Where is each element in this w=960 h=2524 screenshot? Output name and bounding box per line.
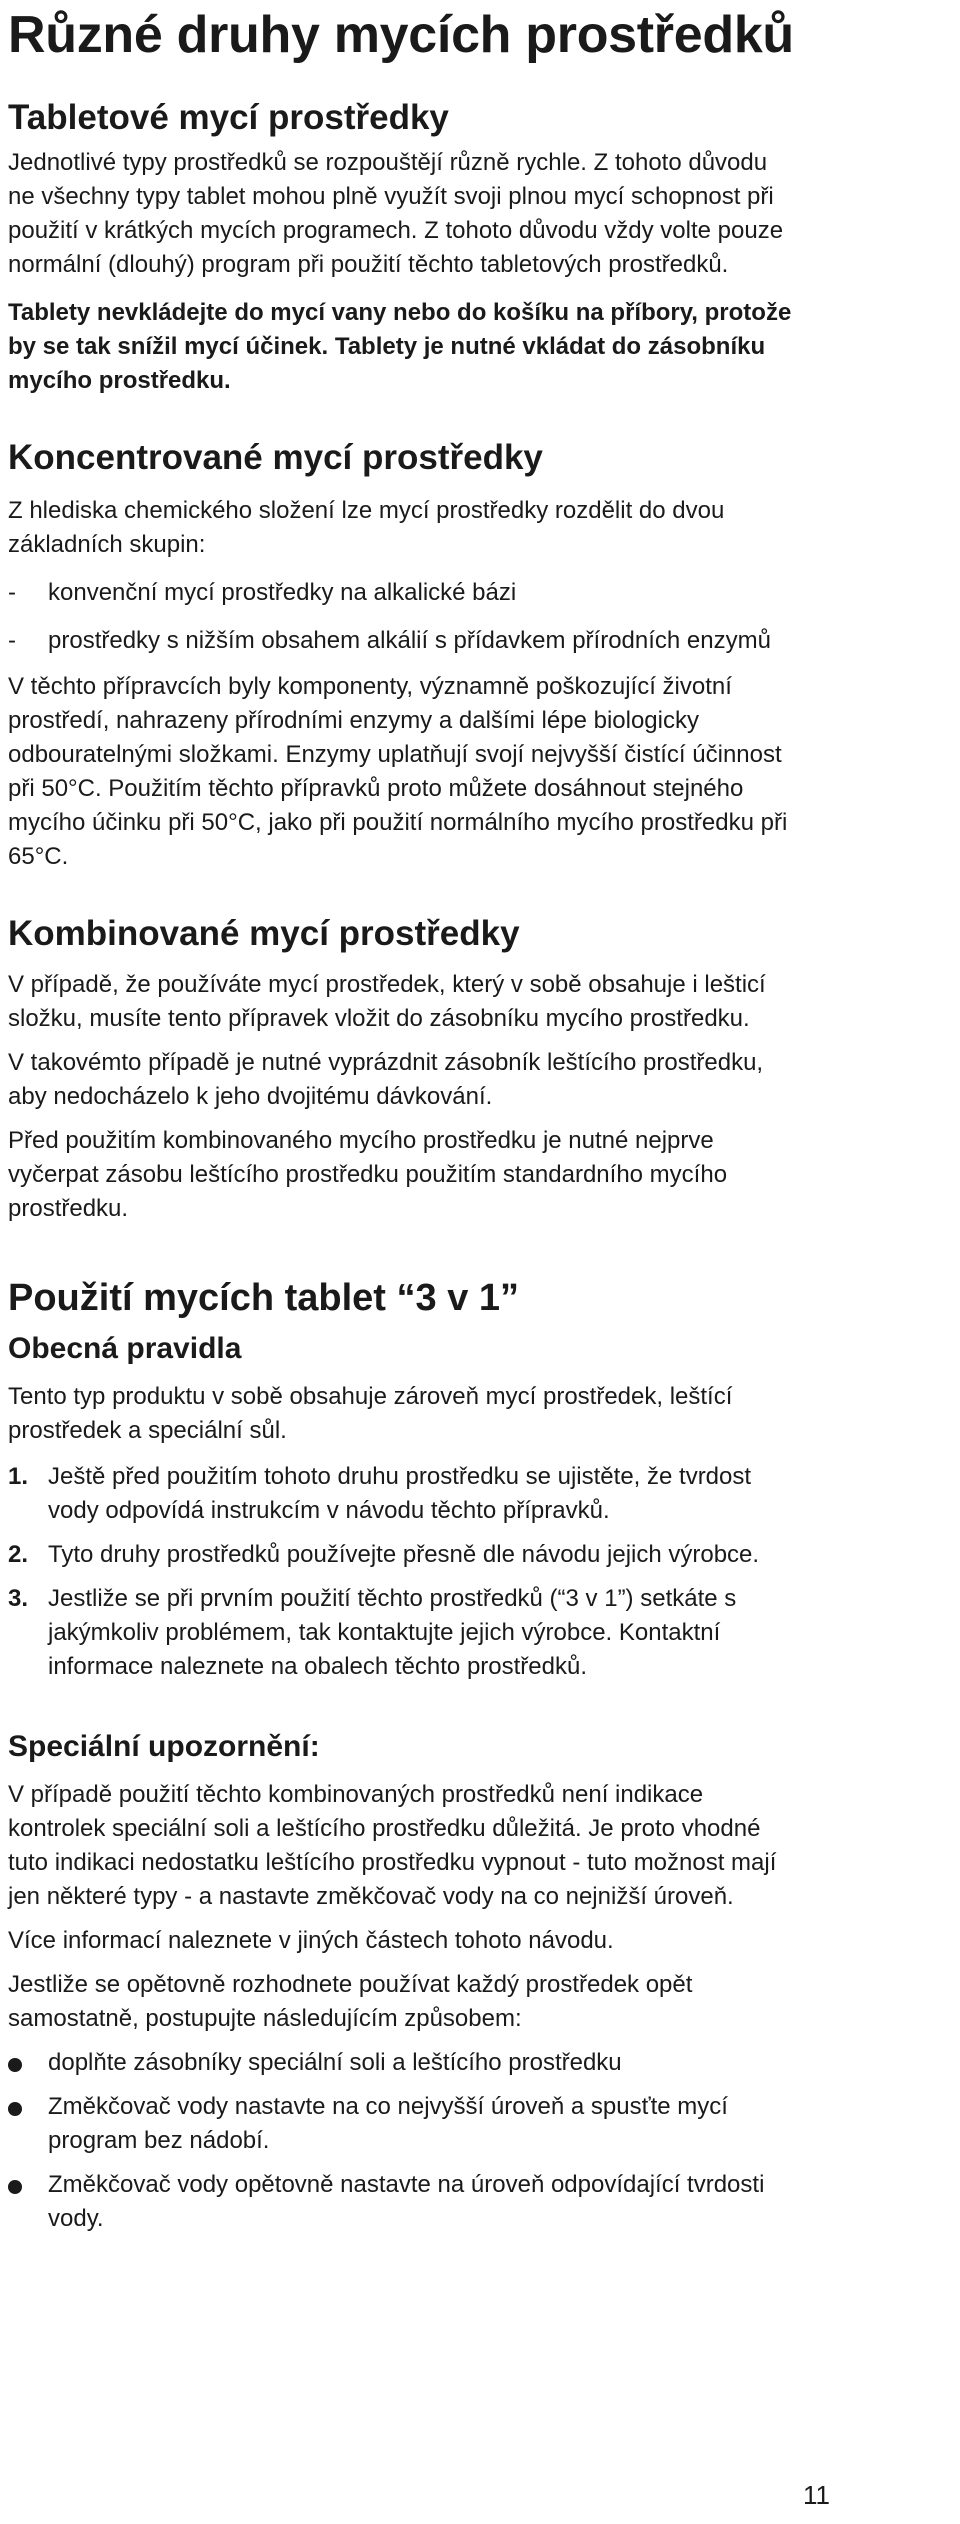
item-number: 3. (8, 1585, 29, 1612)
tablets-paragraph-2-warning: Tablety nevkládejte do mycí vany nebo do košíku na příbory, protože by se tak snížil mycí účinek. Tablety je nutné vkládat do zásobníku mycího prostředku. (8, 299, 792, 394)
list-item-text: Tyto druhy prostředků používejte přesně dle návodu jejich výrobce. (48, 1541, 760, 1568)
bullet-icon (8, 2102, 22, 2116)
section-heading-combined: Kombinované mycí prostředky (8, 914, 520, 953)
section-three-in-one (8, 1276, 798, 1684)
combined-paragraph-3: Před použitím kombinovaného mycího prostředku je nutné nejprve vyčerpat zásobu leštícího prostředku použitím standardního mycího prostředku. (8, 1127, 728, 1222)
section-heading-concentrated: Koncentrované mycí prostředky (8, 438, 543, 477)
three-in-one-rules-list (8, 1460, 798, 1684)
section-special-notice (8, 1728, 798, 2236)
page-content (8, 0, 798, 2236)
special-paragraph-1: V případě použití těchto kombinovaných prostředků není indikace kontrolek speciální soli a leštícího prostředku důležitá. Je proto vhodné tuto indikaci nedostatku leštícího prostředku vypnout - tuto možnost mají jen některé typy - a nastavte změkčovač vody na co nejnižší úroveň. (8, 1781, 777, 1910)
list-item-text: Změkčovač vody nastavte na co nejvyšší úroveň a spusťte mycí program bez nádobí. (48, 2093, 728, 2154)
list-item-text: doplňte zásobníky speciální soli a leštícího prostředku (48, 2049, 622, 2076)
three-in-one-intro: Tento typ produktu v sobě obsahuje zároveň mycí prostředek, leštící prostředek a speciální sůl. (8, 1383, 733, 1444)
section-heading-tablets: Tabletové mycí prostředky (8, 98, 449, 137)
list-item (8, 2090, 798, 2158)
section-tablets (8, 96, 798, 398)
bullet-icon (8, 2058, 22, 2072)
tablets-paragraph-1: Jednotlivé typy prostředků se rozpouštějí různě rychle. Z tohoto důvodu ne všechny typy tablet mohou plně využít svoji plnou mycí schopnost při použití v krátkých mycích programech. Z tohoto důvodu vždy volte pouze normální (dlouhý) program při použití těchto tabletových prostředků. (8, 149, 784, 278)
list-item (8, 1538, 798, 1572)
list-item-text: Jestliže se při prvním použití těchto prostředků (“3 v 1”) setkáte s jakýmkoliv problémem, tak kontaktujte jejich výrobce. Kontaktní informace naleznete na obalech těchto prostředků. (48, 1585, 737, 1680)
section-heading-special-notice: Speciální upozornění: (8, 1730, 320, 1763)
list-item (8, 1460, 798, 1528)
special-paragraph-2: Více informací naleznete v jiných částech tohoto návodu. (8, 1927, 614, 1954)
special-paragraph-3: Jestliže se opětovně rozhodnete používat každý prostředek opět samostatně, postupujte následujícím způsobem: (8, 1971, 693, 2032)
list-item (8, 2168, 798, 2236)
dash-marker: - (8, 627, 16, 654)
bullet-icon (8, 2180, 22, 2194)
dash-marker: - (8, 579, 16, 606)
list-item (8, 624, 798, 658)
list-item (8, 576, 798, 610)
concentrated-intro: Z hlediska chemického složení lze mycí prostředky rozdělit do dvou základních skupin: (8, 497, 725, 558)
list-item (8, 1582, 798, 1684)
list-item-text: prostředky s nižším obsahem alkálií s přídavkem přírodních enzymů (48, 627, 771, 654)
page-title: Různé druhy mycích prostředků (8, 6, 794, 64)
section-heading-three-in-one: Použití mycích tablet “3 v 1” (8, 1277, 520, 1319)
item-number: 1. (8, 1463, 29, 1490)
section-concentrated (8, 436, 798, 874)
combined-paragraph-1: V případě, že používáte mycí prostředek, který v sobě obsahuje i lešticí složku, musíte tento přípravek vložit do zásobníku mycího prostředku. (8, 971, 766, 1032)
section-combined (8, 912, 798, 1226)
list-item-text: Ještě před použitím tohoto druhu prostředku se ujistěte, že tvrdost vody odpovídá instrukcím v návodu těchto přípravků. (48, 1463, 752, 1524)
list-item (8, 2046, 798, 2080)
list-item-text: konvenční mycí prostředky na alkalické bázi (48, 579, 517, 606)
list-item-text: Změkčovač vody opětovně nastavte na úroveň odpovídající tvrdosti vody. (48, 2171, 765, 2232)
item-number: 2. (8, 1541, 29, 1568)
page-number: 11 (803, 2480, 830, 2510)
subheading-general-rules: Obecná pravidla (8, 1332, 242, 1365)
special-steps-list (8, 2046, 798, 2236)
concentrated-type-list (8, 576, 798, 658)
combined-paragraph-2: V takovémto případě je nutné vyprázdnit zásobník leštícího prostředku, aby nedocházelo k jeho dvojitému dávkování. (8, 1049, 764, 1110)
concentrated-paragraph: V těchto přípravcích byly komponenty, významně poškozující životní prostředí, nahrazeny přírodními enzymy a dalšími lépe biologicky odbouratelnými složkami. Enzymy uplatňují svojí nejvyšší čistící účinnost při 50°C. Použitím těchto přípravků proto můžete dosáhnout stejného mycího účinku při 50°C, jako při použití normálního mycího prostředku při 65°C. (8, 673, 788, 870)
